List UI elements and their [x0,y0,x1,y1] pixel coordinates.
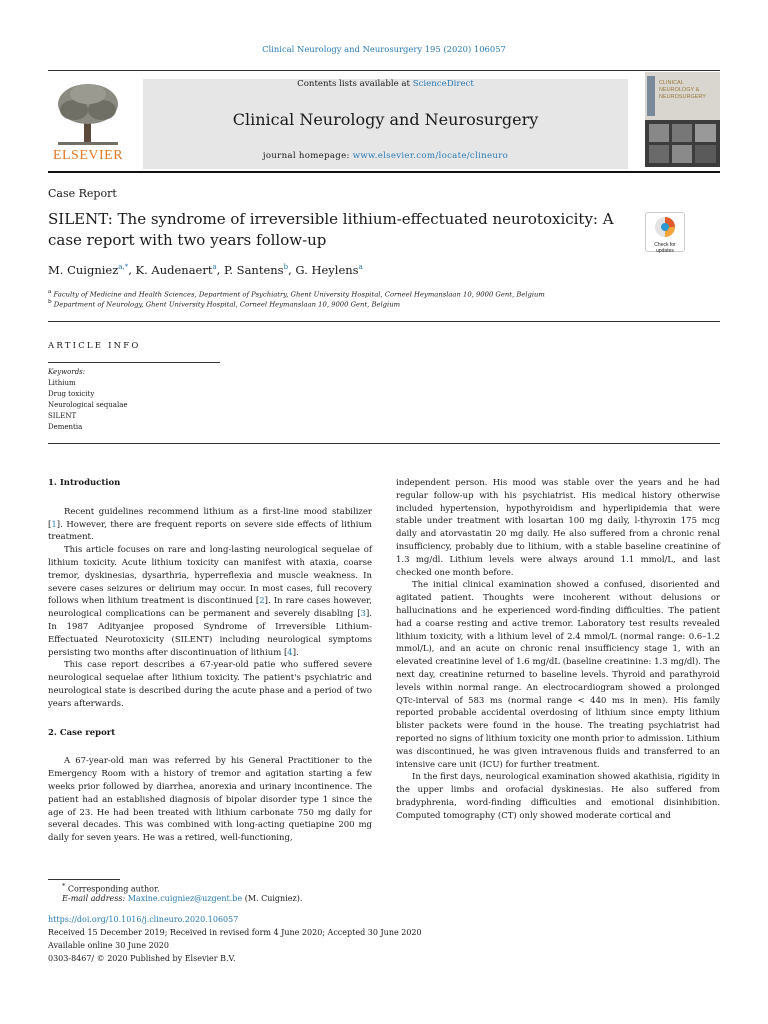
journal-cover-image[interactable] [645,72,720,167]
case-paragraph: independent person. His mood was stable over the years and he had regular follow-up with his psychiatrist. His medical history otherwise included hypertension, hypothyroidism and hyperlipidemia that were stable under treatment with losartan 100 mg daily, l-thyroxin 175 mcg daily and atorvastatin 20 mg daily. He also suffered from a chronic renal insufficiency, probably due to lithium, with a stable baseline creatinine of 1.3 mg/dl. Lithium levels were always around 1.1 mmol/L, and last checked one month before. [396,478,720,578]
section-heading-case-report: 2. Case report [48,727,116,738]
crossmark-icon [654,216,676,238]
cover-title: CLINICAL NEUROLOGY & NEUROSURGERY [659,80,706,100]
sciencedirect-link[interactable]: ScienceDirect [412,79,474,89]
keyword-item: Dementia [48,423,83,431]
author-affil-sup[interactable]: a,* [118,263,129,272]
elsevier-wordmark: ELSEVIER [52,148,124,163]
intro-paragraph: This case report describes a 67-year-old patie who suffered severe neurological sequelae after lithium toxicity. The patient's psychiatric and neurological state is described during the acute phase and a period of two years afterwards. [48,660,372,709]
affiliation-b: $^b$ Department of Neurology, Ghent University Hospital, Corneel Heymanslaan 10, 9000 Gent, Belgium [48,299,401,309]
citation-link[interactable]: 1 [51,519,57,530]
citation-link[interactable]: 3 [360,609,366,620]
author-name[interactable]: P. Santens [223,263,284,277]
body-right-column [396,477,720,823]
check-for-updates-button[interactable] [645,212,685,252]
elsevier-logo [48,78,128,166]
contents-line [143,79,628,89]
doi-link[interactable]: https://doi.org/10.1016/j.clineuro.2020.106057 [48,915,239,924]
case-paragraph: In the first days, neurological examination showed akathisia, rigidity in the upper limbs and orofacial dyskinesias. He also suffered from bradyphrenia, word-finding difficulties and emotional disinhibition. Computed tomography (CT) only showed moderate cortical and [396,772,720,821]
homepage-link[interactable]: www.elsevier.com/locate/clineuro [352,151,509,161]
keyword-item: Lithium [48,379,76,387]
journal-homepage [143,151,628,161]
header-bottom-rule [48,171,720,173]
author-name[interactable]: G. Heylens [295,263,359,277]
author-name[interactable]: M. Cuigniez [48,263,119,277]
keyword-item: Drug toxicity [48,390,95,398]
corresponding-author-note: * Corresponding author. [62,882,160,894]
footnote-rule [48,879,120,880]
author-affil-sup[interactable]: a [212,263,217,272]
keywords-label: Keywords: [48,368,86,376]
divider [48,443,720,444]
crossmark-label: Check for updates [654,242,676,254]
author-name[interactable]: K. Audenaert [135,263,213,277]
intro-paragraph: This article focuses on rare and long-lasting neurological sequelae of lithium toxicity. Acute lithium toxicity can manifest with ataxia, coarse tremor, dyskinesias, dysarthria, hyperreflexia and muscle weakness. In severe cases seizures or delirium may occur. In most cases, full recovery follows when lithium treatment is discontinued [2]. In rare cases however, neurological complications can be permanent and severely disabling [3]. In 1987 Adityanjee proposed Syndrome of Irreversible Lithium-Effectuated Neurotoxicity (SILENT) including neurological symptoms persisting two months after discontinuation of lithium [4]. [48,545,372,658]
case-paragraph: A 67-year-old man was referred by his General Practitioner to the Emergency Room with a history of tremor and agitation starting a few weeks prior followed by diarrhea, anorexia and urinary incontinence. The patient had an established diagnosis of bipolar disorder type 1 since the age of 23. He had been treated with lithium carbonate 750 mg daily for several decades. This was combined with long-acting quetiapine 200 mg daily for seven years. He was a retired, well-functioning, [48,756,372,844]
author-affil-sup[interactable]: b [283,263,289,272]
available-online: Available online 30 June 2020 [48,941,169,950]
email-note: E-mail address: Maxine.cuigniez@uzgent.be (M. Cuigniez). [62,894,303,903]
contents-prefix: Contents lists available at [297,79,413,89]
divider [48,321,720,322]
keyword-item: SILENT [48,412,77,420]
article-type: Case Report [48,187,117,200]
article-title: SILENT: The syndrome of irreversible lithium-effectuated neurotoxicity: A case report with two years follow-up [48,210,614,249]
citation-link[interactable]: 4 [287,647,293,658]
received-dates: Received 15 December 2019; Received in revised form 4 June 2020; Accepted 30 June 2020 [48,928,422,937]
body-left-column [48,477,372,845]
author-affil-sup[interactable]: a [358,263,363,272]
header-top-rule [48,70,720,71]
keyword-item: Neurological sequalae [48,401,128,409]
case-paragraph: The initial clinical examination showed a confused, disoriented and agitated patient. Thoughts were incoherent without delusions or hallucinations and he experienced word-finding difficulties. The patient had a coarse resting and active tremor. Laboratory test results revealed lithium toxicity, with a lithium level of 2.4 mmol/L (normal range: 0.6–1.2 mmol/L), and an acute on chronic renal insufficiency stage 1, with an elevated creatinine level of 1.6 mg/dL (baseline creatinine: 1.3 mg/dl). The next day, creatinine returned to baseline levels. Thyroid and parathyroid levels within normal range. An electrocardiogram showed a prolonged QTc-interval of 583 ms (normal range < 440 ms in men). His family reported probable accidental overdosing of lithium since empty lithium blister packets were found in the house. The treating psychiatrist had reported no signs of lithium toxicity one month prior to admission. Lithium was discontinued, he was given intravenous fluids and transferred to an intensive care unit (ICU) for further treatment. [396,580,720,770]
section-heading-introduction: 1. Introduction [48,478,121,488]
article-info-heading: ARTICLE INFO [48,341,141,351]
copyright: 0303-8467/ © 2020 Published by Elsevier B.V. [48,954,236,963]
author-list: M. Cuigniez$^{a,*}$, K. Audenaert$^a$, P. Santens$^b$, G. Heylens$^a$ [48,263,363,277]
citation-link[interactable]: 2 [259,596,265,607]
affiliation-a: $^a$ Faculty of Medicine and Health Sciences, Department of Psychiatry, Ghent University Hospital, Corneel Heymanslaan 10, 9000 Gent, Belgium [48,289,545,299]
article-info-rule [48,362,220,363]
journal-reference[interactable]: Clinical Neurology and Neurosurgery 195 (2020) 106057 [262,44,506,54]
homepage-prefix: journal homepage: [262,151,353,161]
email-link[interactable]: Maxine.cuigniez@uzgent.be [127,894,243,903]
intro-paragraph: Recent guidelines recommend lithium as a first-line mood stabilizer [1]. However, there are frequent reports on severe side effects of lithium treatment. [48,506,372,543]
journal-title: Clinical Neurology and Neurosurgery [232,110,539,129]
